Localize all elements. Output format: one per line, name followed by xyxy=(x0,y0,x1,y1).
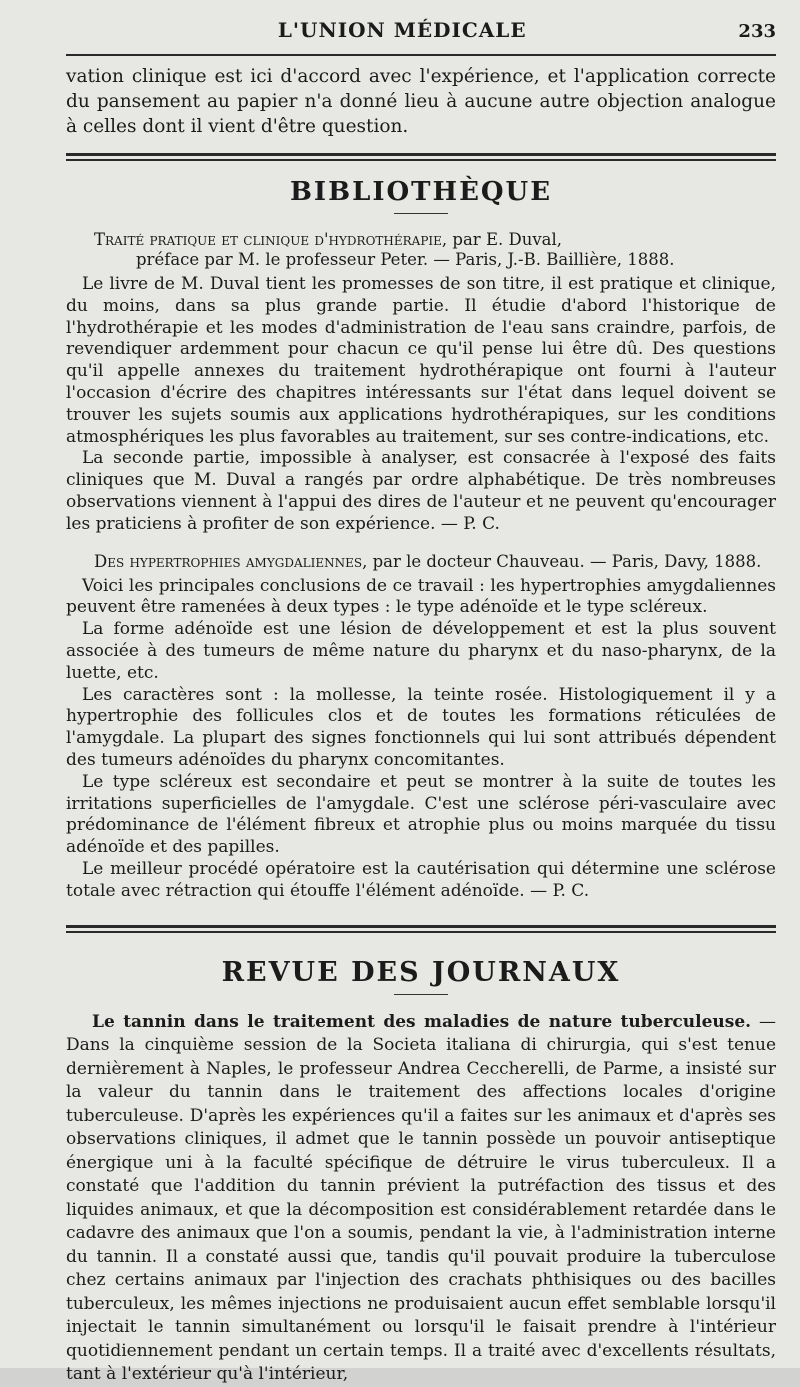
section-title-bibliotheque: BIBLIOTHÈQUE xyxy=(289,177,553,207)
article-text: — Dans la cinquième session de la Societa italiana di chirurgia, qui s'est tenue dernièrement à Naples, le professeur Andrea Ceccherelli, de Parme, a insisté sur la valeur du tannin dans le traitement des affections locales d'origine tuberculeuse. D'après les expériences qu'il a faites sur les animaux et d'après ses observations cliniques, il admet que le tannin possède un pouvoir antiseptique énergique uni à la faculté spécifique de détruire le virus tuberculeux. Il a constaté que l'addition du tannin prévient la putréfaction des tissus et des liquides animaux, et que la décomposition est considérablement retardée dans le cadavre des animaux que l'on a soumis, pendant la vie, à l'administration interne du tannin. Il a constaté aussi que, tandis qu'il pouvait produire la tuberculose chez certains animaux par l'injection des crachats phthisiques ou des bacilles tuberculeux, les mêmes injections ne produisaient aucun effet semblable lorsqu'il injectait le tannin simultanément ou lorsqu'il le faisait prendre à l'intérieur quotidiennement pendant un certain temps. Il a traité avec d'excellents résultats, tant à l'extérieur qu'à l'intérieur, xyxy=(66,1011,776,1385)
review-paragraph: La forme adénoïde est une lésion de développement et est la plus souvent associée à des tumeurs de même nature du pharynx et du naso-pharynx, de la luette, etc. xyxy=(66,619,776,683)
book-entry-heading xyxy=(66,552,776,572)
review-paragraph: Voici les principales conclusions de ce travail : les hypertrophies amygdaliennes peuvent être ramenées à deux types : le type adénoïde et le type scléreux. xyxy=(66,575,776,618)
journal-title: L'UNION MÉDICALE xyxy=(277,18,527,42)
book-author: par le docteur Chauveau. — Paris, Davy, 1888. xyxy=(372,551,762,571)
book-title: Traité pratique et clinique d'hydrothérapie, xyxy=(94,230,448,249)
review-paragraph: La seconde partie, impossible à analyser, est consacrée à l'exposé des faits cliniques que M. Duval a rangés par ordre alphabétique. De très nombreuses observations viennent à l'appui des dires de l'auteur et ne peuvent qu'encourager les praticiens à profiter de son expérience. — P. C. xyxy=(66,448,776,534)
section-divider xyxy=(66,925,776,933)
review-paragraph: Le meilleur procédé opératoire est la cautérisation qui détermine une sclérose totale avec rétraction qui étouffe l'élément adénoïde. — P. C. xyxy=(66,858,776,901)
page-number: 233 xyxy=(738,21,776,42)
title-underline xyxy=(394,994,448,995)
book-author: par E. Duval, xyxy=(452,230,563,249)
review-paragraph: Le livre de M. Duval tient les promesses de son titre, il est pratique et clinique, du moins, dans sa plus grande partie. Il étudie d'abord l'historique de l'hydrothérapie et les modes d'administration de l'eau sans craindre, parfois, de revendiquer ardemment pour chacun ce qu'il pense lui être dû. Des questions qu'il appelle annexes du traitement hydrothérapique ont fourni à l'auteur l'occasion d'écrire des chapitres intéressants sur l'état dans lequel doivent se trouver les sujets soumis aux applications hydrothérapiques, sur les conditions atmosphériques les plus favorables au traitement, sur ses contre-indications, etc. xyxy=(66,274,776,447)
carryover-paragraph: vation clinique est ici d'accord avec l'expérience, et l'application correcte du pansement au papier n'a donné lieu à aucune autre objection analogue à celles dont il vient d'être question. xyxy=(66,66,776,137)
book-entry-heading xyxy=(66,230,776,270)
title-underline xyxy=(394,213,448,214)
running-head xyxy=(66,18,776,56)
review-paragraph: Le type scléreux est secondaire et peut se montrer à la suite de toutes les irritations superficielles de l'amygdale. C'est une sclérose péri-vasculaire avec prédominance de l'élément fibreux et atrophie plus ou moins marquée du tissu adénoïde et des papilles. xyxy=(66,771,776,858)
section-title-revue: REVUE DES JOURNAUX xyxy=(221,956,621,988)
book-title: Des hypertrophies amygdaliennes, xyxy=(94,551,368,571)
article-paragraph xyxy=(66,1011,776,1387)
book-details: préface par M. le professeur Peter. — Paris, J.-B. Baillière, 1888. xyxy=(136,250,675,269)
section-divider xyxy=(66,153,776,161)
review-paragraph: Les caractères sont : la mollesse, la teinte rosée. Histologiquement il y a hypertrophie des follicules clos et de toutes les formations réticulées de l'amygdale. La plupart des signes fonctionnels qui lui sont attribués dépendent des tumeurs adénoïdes du pharynx concomitantes. xyxy=(66,684,776,770)
article-title: Le tannin dans le traitement des maladies de nature tuberculeuse. xyxy=(92,1011,752,1032)
